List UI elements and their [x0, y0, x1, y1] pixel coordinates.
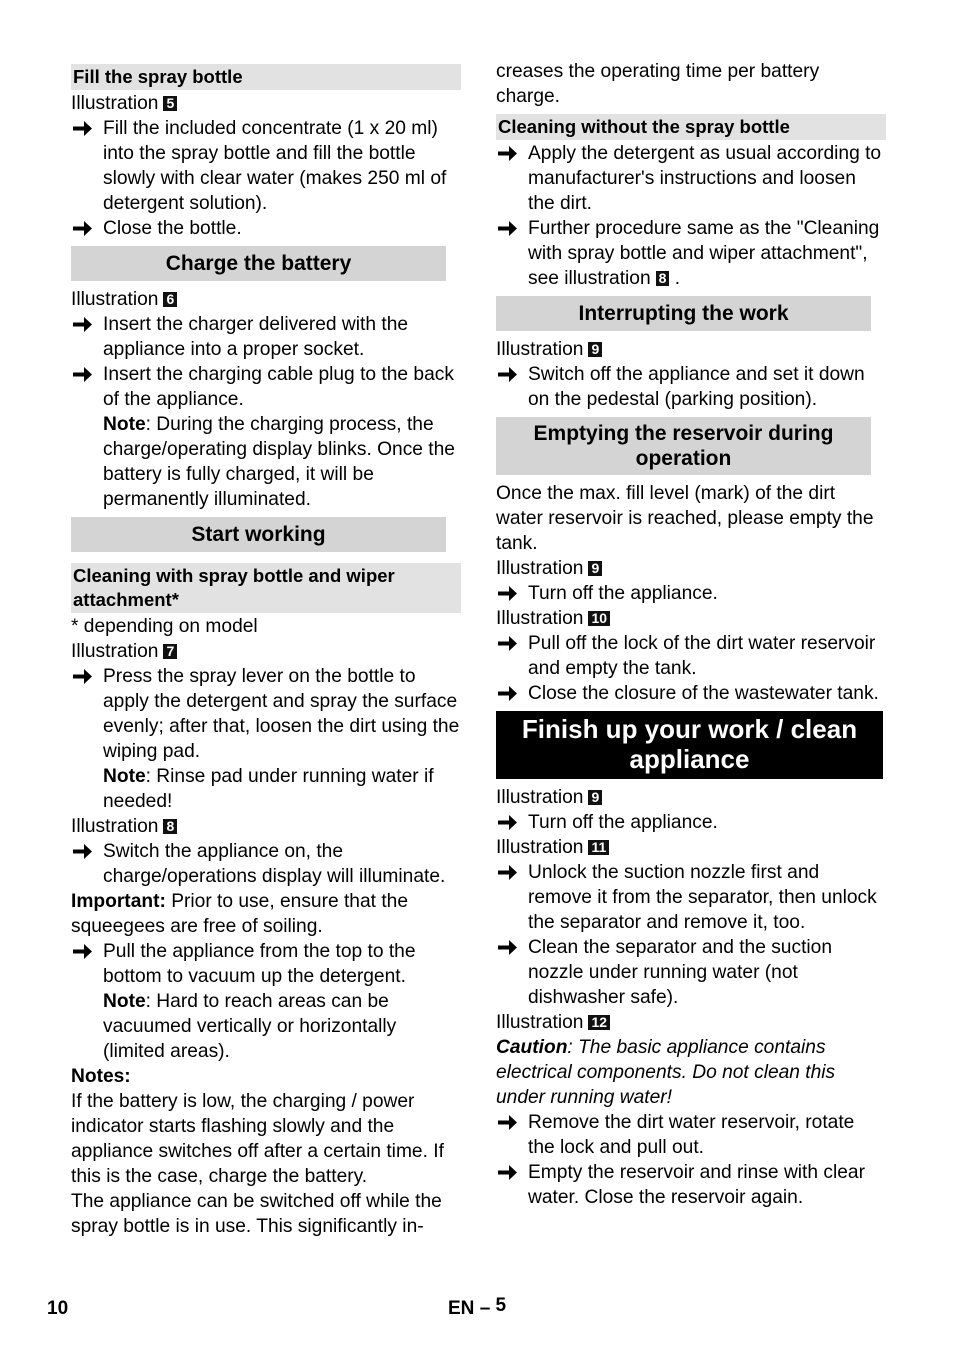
- arrow-right-icon: [498, 366, 518, 383]
- illustration-badge: 7: [163, 644, 177, 659]
- instruction-step: Pull the appliance from the top to the bottom to vacuum up the detergent.: [71, 939, 461, 989]
- illustration-badge: 5: [163, 96, 177, 111]
- finish-clean-heading: Finish up your work / clean appliance: [496, 711, 883, 779]
- page-footer-label: EN – 5: [448, 1295, 507, 1319]
- continued-paragraph: creases the operating time per battery charge.: [496, 61, 820, 107]
- arrow-right-icon: [73, 366, 93, 383]
- fill-spray-bottle-heading: Fill the spray bottle: [71, 64, 461, 90]
- instruction-step: Further procedure same as the "Cleaning with spray bottle and wiper attachment", see illustration 8 .: [496, 216, 886, 291]
- important-text: Important: Prior to use, ensure that the squeegees are free of soiling.: [71, 891, 408, 937]
- instruction-step: Switch off the appliance and set it down on the pedestal (parking position).: [496, 362, 886, 412]
- instruction-step: Pull off the lock of the dirt water reservoir and empty the tank.: [496, 631, 886, 681]
- illustration-badge: 6: [163, 292, 177, 307]
- instruction-step: Remove the dirt water reservoir, rotate the lock and pull out.: [496, 1110, 886, 1160]
- arrow-right-icon: [73, 316, 93, 333]
- illustration-ref: Illustration 11: [496, 835, 886, 860]
- start-working-heading: Start working: [71, 517, 446, 552]
- illustration-ref: Illustration 7: [71, 639, 461, 664]
- arrow-right-icon: [498, 1114, 518, 1131]
- right-column: [496, 59, 886, 1210]
- left-column: [71, 59, 461, 1239]
- arrow-right-icon: [498, 939, 518, 956]
- page-number: 10: [47, 1298, 69, 1319]
- arrow-right-icon: [498, 814, 518, 831]
- arrow-right-icon: [498, 145, 518, 162]
- illustration-ref: Illustration 10: [496, 606, 886, 631]
- note-text: Note: Rinse pad under running water if needed!: [103, 766, 434, 812]
- instruction-step: Turn off the appliance.: [496, 810, 886, 835]
- note-text: Note: Hard to reach areas can be vacuumed vertically or horizontally (limited areas).: [103, 991, 397, 1062]
- instruction-step: Insert the charger delivered with the appliance into a proper socket.: [71, 312, 461, 362]
- arrow-right-icon: [73, 843, 93, 860]
- illustration-badge: 9: [588, 790, 602, 805]
- arrow-right-icon: [73, 668, 93, 685]
- notes-paragraph: If the battery is low, the charging / power indicator starts flashing slowly and the appliance switches off after a certain time. If this is the case, charge the battery.: [71, 1091, 444, 1187]
- illustration-badge: 12: [588, 1015, 610, 1030]
- illustration-badge: 8: [656, 271, 670, 286]
- illustration-badge: 9: [588, 342, 602, 357]
- notes-paragraph: The appliance can be switched off while the spray bottle is in use. This significantly in-: [71, 1191, 442, 1237]
- illustration-ref: Illustration 5: [71, 91, 461, 116]
- illustration-ref: Illustration 9: [496, 785, 886, 810]
- instruction-step: Clean the separator and the suction nozzle under running water (not dishwasher safe).: [496, 935, 886, 1010]
- model-footnote: * depending on model: [71, 616, 258, 637]
- emptying-reservoir-heading: Emptying the reservoir during operation: [496, 417, 871, 475]
- instruction-step: Apply the detergent as usual according to manufacturer's instructions and loosen the dirt.: [496, 141, 886, 216]
- emptying-paragraph: Once the max. fill level (mark) of the dirt water reservoir is reached, please empty the tank.: [496, 483, 874, 554]
- arrow-right-icon: [73, 120, 93, 137]
- cleaning-without-bottle-heading: Cleaning without the spray bottle: [496, 114, 886, 140]
- instruction-step: Empty the reservoir and rinse with clear water. Close the reservoir again.: [496, 1160, 886, 1210]
- instruction-step: Insert the charging cable plug to the back of the appliance.: [71, 362, 461, 412]
- notes-label: Notes:: [71, 1066, 131, 1087]
- instruction-step: Close the bottle.: [71, 216, 461, 241]
- caution-text: Caution: The basic appliance contains electrical components. Do not clean this under running water!: [496, 1037, 836, 1108]
- arrow-right-icon: [498, 635, 518, 652]
- illustration-ref: Illustration 8: [71, 814, 461, 839]
- arrow-right-icon: [498, 685, 518, 702]
- illustration-badge: 8: [163, 819, 177, 834]
- instruction-step: Unlock the suction nozzle first and remove it from the separator, then unlock the separator and remove it, too.: [496, 860, 886, 935]
- instruction-step: Turn off the appliance.: [496, 581, 886, 606]
- arrow-right-icon: [498, 1164, 518, 1181]
- cleaning-spray-bottle-heading: Cleaning with spray bottle and wiper attachment*: [71, 563, 461, 613]
- illustration-ref: Illustration 9: [496, 337, 886, 362]
- arrow-right-icon: [73, 220, 93, 237]
- illustration-ref: Illustration 9: [496, 556, 886, 581]
- note-text: Note: During the charging process, the charge/operating display blinks. Once the battery is fully charged, it will be permanently illuminated.: [103, 414, 455, 510]
- arrow-right-icon: [73, 943, 93, 960]
- charge-battery-heading: Charge the battery: [71, 246, 446, 281]
- instruction-step: Fill the included concentrate (1 x 20 ml) into the spray bottle and fill the bottle slowly with clear water (makes 250 ml of detergent solution).: [71, 116, 461, 216]
- arrow-right-icon: [498, 864, 518, 881]
- instruction-step: Switch the appliance on, the charge/operations display will illuminate.: [71, 839, 461, 889]
- arrow-right-icon: [498, 585, 518, 602]
- instruction-step: Close the closure of the wastewater tank.: [496, 681, 886, 706]
- illustration-badge: 10: [588, 611, 610, 626]
- interrupting-work-heading: Interrupting the work: [496, 296, 871, 331]
- arrow-right-icon: [498, 220, 518, 237]
- illustration-badge: 9: [588, 561, 602, 576]
- illustration-badge: 11: [588, 840, 609, 855]
- instruction-step: Press the spray lever on the bottle to apply the detergent and spray the surface evenly; after that, loosen the dirt using the wiping pad.: [71, 664, 461, 764]
- illustration-ref: Illustration 6: [71, 287, 461, 312]
- illustration-ref: Illustration 12: [496, 1010, 886, 1035]
